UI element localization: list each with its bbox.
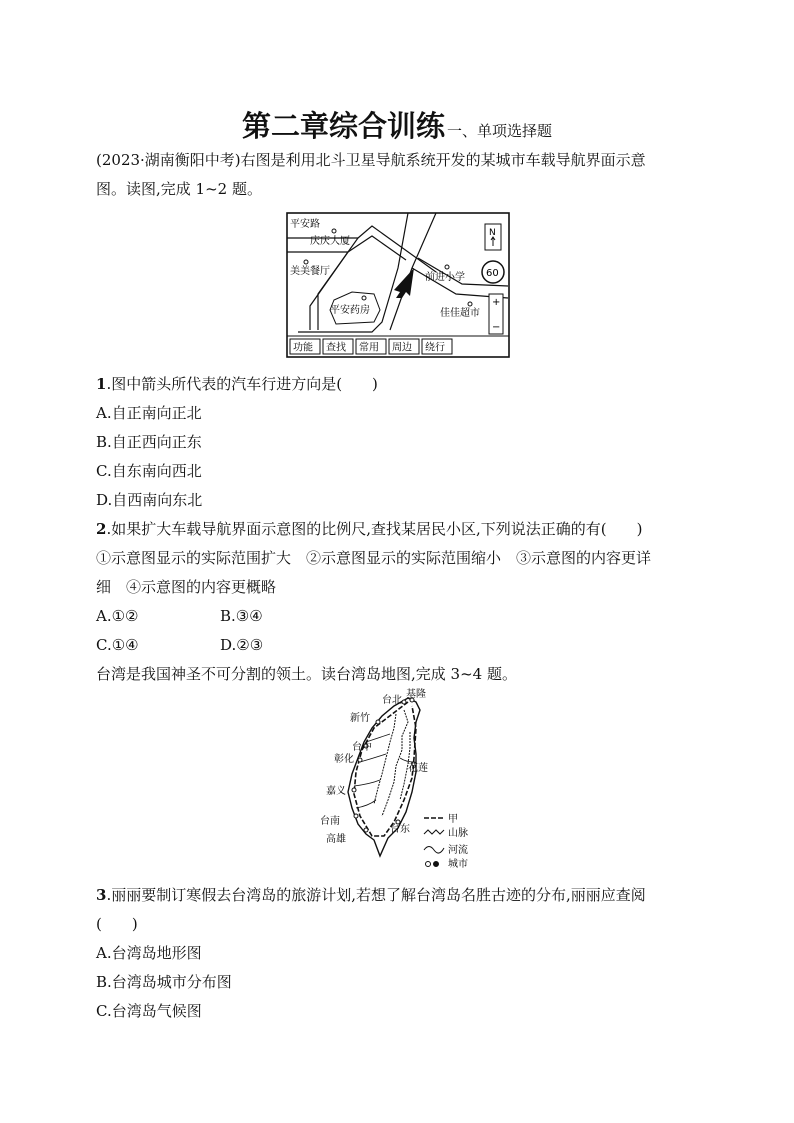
city-label-taitung: 台东 <box>390 824 410 835</box>
q2-text: .如果扩大车载导航界面示意图的比例尺,查找某居民小区,下列说法正确的有( ) <box>106 520 643 538</box>
city-label-hualien: 花莲 <box>408 763 428 774</box>
city-label-taipei: 台北 <box>382 695 402 706</box>
north-icon: N <box>489 228 496 238</box>
q3-line2: ( ) <box>96 915 138 933</box>
city-label-kaohsiung: 高雄 <box>326 834 346 845</box>
title-main: 第二章综合训练 <box>241 109 445 143</box>
q3-option-a[interactable]: A.台湾岛地形图 <box>96 944 202 962</box>
city-label-taichung: 台中 <box>352 742 372 753</box>
q2-option-b[interactable]: B.③④ <box>220 607 263 625</box>
q1-option-c[interactable]: C.自东南向西北 <box>96 462 202 480</box>
q1-number: 1 <box>96 375 107 393</box>
city-marker <box>354 814 358 818</box>
q3-number: 3 <box>96 886 107 904</box>
label-qianjin: 前进小学 <box>425 272 465 283</box>
nav-button-label: 绕行 <box>425 342 445 354</box>
q1-option-b[interactable]: B.自正西向正东 <box>96 433 202 451</box>
label-qingqing: 庆庆大厦 <box>310 236 350 247</box>
zoom-in-icon[interactable]: + <box>492 297 501 308</box>
taiwan-map-figure <box>316 688 486 868</box>
nav-map-figure <box>286 212 510 358</box>
legend-mountain-icon <box>424 830 444 834</box>
legend-label-jia: 甲 <box>448 814 458 825</box>
city-marker <box>402 700 406 704</box>
legend-label-mountain: 山脉 <box>448 828 468 839</box>
q3-option-b[interactable]: B.台湾岛城市分布图 <box>96 973 232 991</box>
section-heading: 一、单项选择题 <box>447 122 553 140</box>
nav-button-label: 查找 <box>326 342 346 354</box>
q1-option-d[interactable]: D.自西南向东北 <box>96 491 203 509</box>
q2-stem <box>96 519 642 539</box>
q3-option-c[interactable]: C.台湾岛气候图 <box>96 1002 202 1020</box>
page-title <box>0 104 794 145</box>
label-road: 平安路 <box>290 219 320 230</box>
map-legend <box>424 813 468 868</box>
legend-city-icon <box>426 862 431 867</box>
city-label-chiayi: 嘉义 <box>326 786 346 797</box>
intro2: 台湾是我国神圣不可分割的领土。读台湾岛地图,完成 3~4 题。 <box>96 665 517 683</box>
q1-option-a[interactable]: A.自正南向正北 <box>96 404 202 422</box>
zoom-out-icon[interactable]: − <box>492 322 501 333</box>
q2-option-c[interactable]: C.①④ <box>96 636 139 654</box>
nav-button-label: 常用 <box>359 342 379 354</box>
q1-text: .图中箭头所代表的汽车行进方向是( ) <box>106 375 378 393</box>
intro1-line2: 图。读图,完成 1~2 题。 <box>96 180 262 198</box>
legend-river-icon <box>424 847 444 854</box>
q3-text: .丽丽要制订寒假去台湾岛的旅游计划,若想了解台湾岛名胜古迹的分布,丽丽应查阅 <box>106 886 646 904</box>
city-marker <box>358 758 362 762</box>
nav-button-bar <box>290 339 452 354</box>
intro1-line1: (2023·湖南衡阳中考)右图是利用北斗卫星导航系统开发的某城市车载导航界面示意 <box>96 151 646 169</box>
q2-number: 2 <box>96 520 107 538</box>
label-jiajia: 佳佳超市 <box>440 308 480 319</box>
q2-line3: 细 ④示意图的内容更概略 <box>96 578 277 596</box>
city-marker <box>376 720 380 724</box>
city-label-tainan: 台南 <box>320 816 340 827</box>
speed-limit-value: 60 <box>486 268 499 279</box>
legend-label-river: 河流 <box>448 845 468 856</box>
q1-stem <box>96 374 378 394</box>
city-label-keelung: 基隆 <box>406 689 426 700</box>
city-marker <box>352 788 356 792</box>
city-label-changhua: 彰化 <box>334 754 354 765</box>
nav-button-label: 功能 <box>293 342 313 354</box>
q2-option-d[interactable]: D.②③ <box>220 636 264 654</box>
nav-button-label: 周边 <box>392 342 412 354</box>
legend-city-icon <box>434 862 439 867</box>
city-label-hsinchu: 新竹 <box>350 713 370 724</box>
q2-line2: ①示意图显示的实际范围扩大 ②示意图显示的实际范围缩小 ③示意图的内容更详 <box>96 549 652 567</box>
city-marker <box>364 828 368 832</box>
legend-label-city: 城市 <box>448 859 468 868</box>
q2-option-a[interactable]: A.①② <box>96 607 139 625</box>
label-pharmacy: 平安药房 <box>330 305 370 316</box>
label-meimei: 美美餐厅 <box>290 266 330 277</box>
q3-stem <box>96 885 646 905</box>
